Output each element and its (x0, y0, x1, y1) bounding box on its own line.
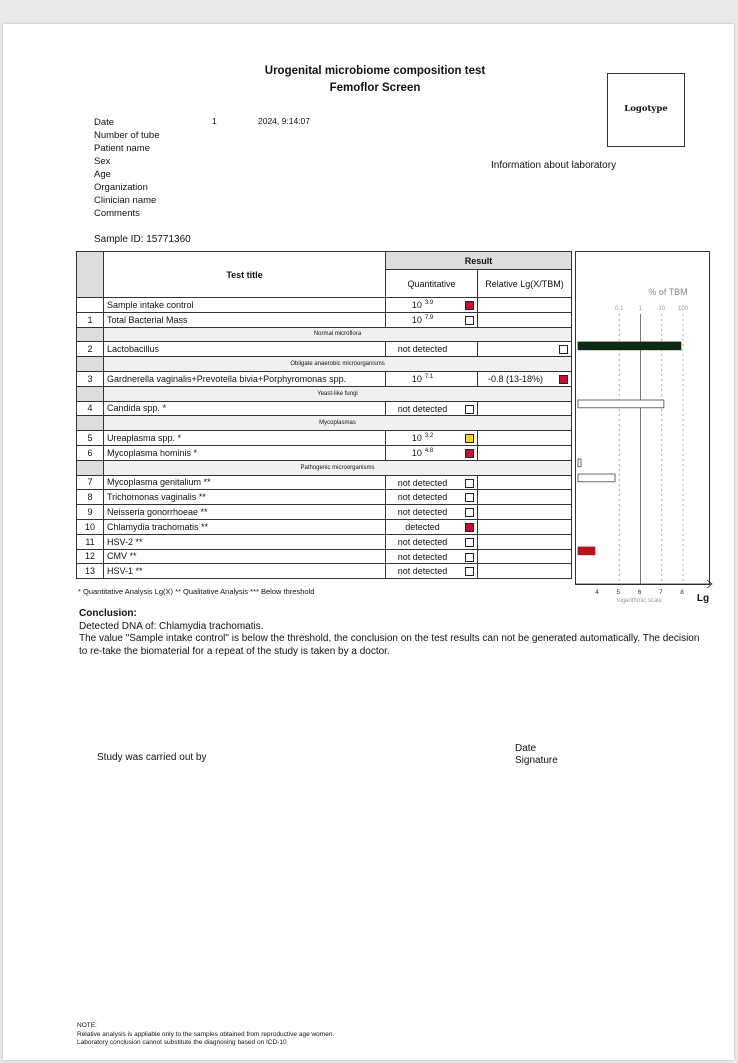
report-page (3, 24, 734, 1060)
quantitative-text: not detected (397, 344, 448, 355)
legend-notes: * Quantitative Analysis Lg(X) ** Qualitative Analysis *** Below threshold (78, 587, 315, 596)
chart-bar (578, 342, 681, 350)
row-number: 6 (77, 445, 104, 460)
status-marker (465, 434, 474, 443)
table-row (77, 534, 572, 549)
relative-marker (559, 375, 568, 384)
test-name: Mycoplasma hominis * (104, 445, 386, 460)
quantitative-exponent: 4.8 (424, 447, 434, 454)
x-axis-label: Lg (696, 593, 710, 604)
table-row (77, 564, 572, 579)
quantitative-base: 10 (411, 300, 422, 310)
test-name: Neisseria gonorrhoeae ** (104, 505, 386, 520)
meta-label: Organization (94, 182, 148, 193)
meta-label: Sex (94, 156, 111, 167)
relative-cell (478, 475, 572, 490)
quantitative-text: not detected (397, 536, 448, 547)
header-quantitative: Quantitative (386, 270, 478, 298)
section-label: Normal microflora (104, 327, 572, 342)
carried-out-by: Study was carried out by (97, 752, 207, 763)
section-row (77, 327, 572, 342)
status-marker (465, 316, 474, 325)
test-name: Lactobacillus (104, 342, 386, 357)
row-number: 4 (77, 401, 104, 416)
footnote-heading: NOTE: (77, 1022, 97, 1029)
relative-cell (478, 445, 572, 460)
quantitative-value (386, 448, 459, 458)
section-num-cell (77, 327, 104, 342)
row-number: 8 (77, 490, 104, 505)
quantitative-base: 10 (411, 373, 422, 384)
chart-bar (578, 400, 664, 408)
relative-cell (478, 401, 572, 416)
test-name: Chlamydia trachomatis ** (104, 519, 386, 534)
x-tick-label: 7 (658, 589, 663, 596)
meta-label: Age (94, 169, 111, 180)
row-number: 3 (77, 371, 104, 386)
quantitative-text: not detected (397, 551, 448, 562)
status-marker (465, 523, 474, 532)
table-row (77, 298, 572, 313)
pct-tick-label: 10 (658, 306, 666, 312)
relative-value: -0.8 (13-18%) (488, 373, 544, 384)
quantitative-text: not detected (397, 477, 448, 488)
quantitative-base: 10 (411, 314, 422, 325)
conclusion-heading: Conclusion: (79, 608, 137, 619)
status-marker (465, 567, 474, 576)
header-relative: Relative Lg(X/TBM) (478, 270, 572, 298)
status-marker (465, 405, 474, 414)
meta-label: Patient name (94, 143, 150, 154)
section-row (77, 416, 572, 431)
quantitative-cell (386, 519, 478, 534)
quantitative-exponent: 7.1 (424, 373, 434, 380)
pct-tick-label: 100 (677, 306, 689, 312)
quantitative-text: not detected (397, 403, 448, 414)
quantitative-cell (386, 298, 478, 313)
relative-cell (478, 298, 572, 313)
chart-panel (575, 251, 710, 585)
relative-cell (478, 371, 572, 386)
chart-bar (578, 547, 595, 555)
test-name: CMV ** (104, 549, 386, 564)
quantitative-value (386, 374, 459, 384)
table-row (77, 549, 572, 564)
status-marker (465, 479, 474, 488)
quantitative-value (386, 433, 459, 443)
pct-tick-label: 1 (638, 306, 643, 312)
relative-cell (478, 519, 572, 534)
relative-cell (478, 549, 572, 564)
quantitative-cell (386, 564, 478, 579)
pct-tick-label: 0.1 (615, 306, 624, 312)
footnote-line2: Laboratory conclusion cannot substitute the diagnosing based on ICD-10 (77, 1039, 287, 1046)
row-number: 7 (77, 475, 104, 490)
header-result: Result (386, 252, 572, 270)
quantitative-base: 10 (411, 447, 422, 458)
table-row (77, 342, 572, 357)
lab-info: Information about laboratory (491, 160, 617, 171)
quantitative-exponent: 3.2 (424, 433, 434, 440)
section-row (77, 357, 572, 372)
section-label: Pathogenic microorganisms (104, 460, 572, 475)
quantitative-exponent: 7.9 (424, 314, 434, 321)
header-num-cell (77, 252, 104, 298)
footnote (77, 1022, 334, 1048)
conclusion (79, 608, 709, 658)
date-num: 1 (212, 116, 217, 126)
quantitative-text: not detected (397, 492, 448, 503)
quantitative-base: 10 (411, 433, 422, 444)
row-number: 5 (77, 431, 104, 446)
quantitative-cell (386, 445, 478, 460)
logo-placeholder (607, 73, 685, 147)
table-row (77, 490, 572, 505)
section-label: Yeast-like fungi (104, 386, 572, 401)
test-name: Sample intake control (104, 298, 386, 313)
section-label: Mycoplasmas (104, 416, 572, 431)
chart-axis (575, 576, 725, 606)
test-name: Total Bacterial Mass (104, 312, 386, 327)
footnote-line1: Relative analysis is appliable only to the samples obtained from reproductive age women. (77, 1030, 335, 1038)
quantitative-cell (386, 490, 478, 505)
chart-title: % of TBM (648, 287, 688, 297)
conclusion-line1: Detected DNA of: Chlamydia trachomatis. (79, 620, 264, 632)
meta-label: Clinician name (94, 195, 157, 206)
section-row (77, 460, 572, 475)
x-tick-label: 8 (680, 589, 684, 596)
test-name: Trichomonas vaginalis ** (104, 490, 386, 505)
relative-cell (478, 505, 572, 520)
row-number: 13 (77, 564, 104, 579)
quantitative-cell (386, 342, 478, 357)
table-row (77, 519, 572, 534)
quantitative-exponent: 3.9 (424, 300, 434, 306)
table-row (77, 371, 572, 386)
row-number: 12 (77, 549, 104, 564)
test-name: HSV-1 ** (104, 564, 386, 579)
results-table (76, 251, 572, 579)
row-number: 11 (77, 534, 104, 549)
quantitative-cell (386, 431, 478, 446)
test-name: Gardnerella vaginalis+Prevotella bivia+Porphyromonas spp. (104, 371, 386, 386)
row-number: 10 (77, 519, 104, 534)
quantitative-cell (386, 312, 478, 327)
quantitative-cell (386, 505, 478, 520)
sign-signature: Signature (515, 755, 558, 766)
relative-cell (478, 312, 572, 327)
quantitative-value (386, 300, 459, 310)
table-row (77, 431, 572, 446)
row-number: 1 (77, 312, 104, 327)
chart-bar (578, 459, 581, 467)
report-subtitle: Femoflor Screen (329, 82, 421, 94)
status-marker (465, 553, 474, 562)
quantitative-cell (386, 534, 478, 549)
date-value: 2024, 9:14:07 (258, 116, 310, 126)
table-row (77, 312, 572, 327)
x-tick-label: 4 (595, 589, 599, 596)
report-title: Urogenital microbiome composition test (264, 65, 486, 77)
x-tick-label: 6 (637, 589, 642, 596)
table-row (77, 401, 572, 416)
status-marker (465, 301, 474, 310)
meta-label: Number of tube (94, 130, 160, 141)
test-name: Candida spp. * (104, 401, 386, 416)
quantitative-cell (386, 475, 478, 490)
relative-cell (478, 564, 572, 579)
section-label: Obligate anaerobic microorganisms (104, 357, 572, 372)
relative-cell (478, 534, 572, 549)
logo-text: Logotype (624, 104, 668, 114)
relative-marker (559, 345, 568, 354)
meta-label: Comments (94, 208, 140, 219)
status-marker (465, 449, 474, 458)
conclusion-line2: The value "Sample intake control" is below the threshold, the conclusion on the test results can not be generated automatically. The decision to re-take the biomaterial for a repeat of the study is taken by a doctor. (79, 633, 700, 657)
test-name: HSV-2 ** (104, 534, 386, 549)
relative-cell (478, 490, 572, 505)
x-tick-label: 5 (616, 589, 621, 596)
section-row (77, 386, 572, 401)
meta-label: Date (94, 117, 115, 128)
section-num-cell (77, 460, 104, 475)
relative-cell (478, 431, 572, 446)
section-num-cell (77, 386, 104, 401)
quantitative-text: not detected (397, 566, 448, 577)
quantitative-value (386, 315, 459, 325)
status-marker (465, 493, 474, 502)
header-test-title: Test title (104, 252, 386, 298)
quantitative-cell (386, 401, 478, 416)
table-row (77, 445, 572, 460)
status-marker (465, 538, 474, 547)
table-row (77, 475, 572, 490)
section-num-cell (77, 416, 104, 431)
section-num-cell (77, 357, 104, 372)
row-number: 2 (77, 342, 104, 357)
quantitative-text: detected (405, 521, 440, 532)
relative-cell (478, 342, 572, 357)
quantitative-cell (386, 549, 478, 564)
chart-bar (578, 474, 615, 482)
table-row (77, 505, 572, 520)
x-axis-sublabel: logarithmic scale (617, 598, 662, 604)
sign-date: Date (515, 743, 537, 754)
quantitative-text: not detected (397, 507, 448, 518)
patient-meta (94, 116, 159, 220)
log-scale-chart (576, 252, 709, 584)
test-name: Ureaplasma spp. * (104, 431, 386, 446)
sample-id: Sample ID: 15771360 (94, 234, 191, 245)
row-number: 9 (77, 505, 104, 520)
quantitative-cell (386, 371, 478, 386)
row-number (77, 298, 104, 313)
test-name: Mycoplasma genitalium ** (104, 475, 386, 490)
status-marker (465, 508, 474, 517)
